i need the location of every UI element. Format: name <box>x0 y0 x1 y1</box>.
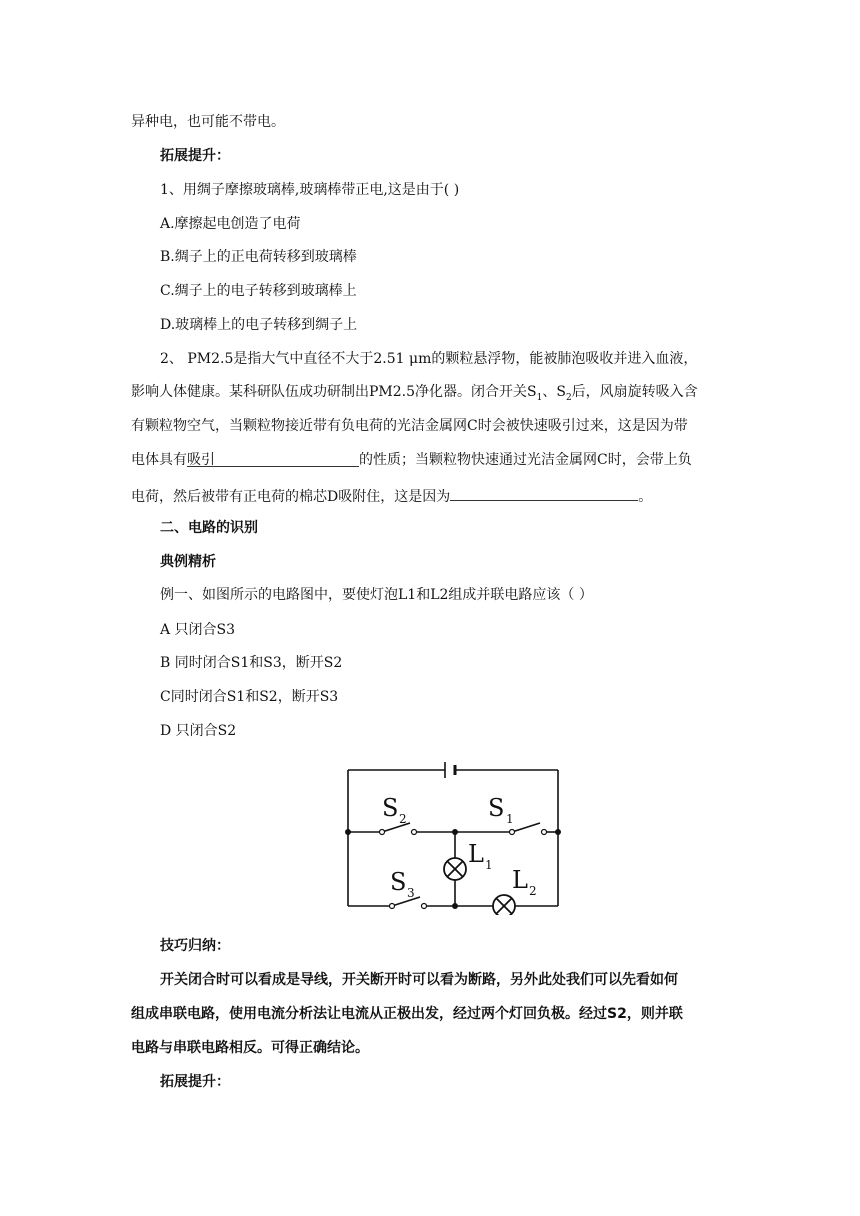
question-1-option-d: D.玻璃棒上的电子转移到绸子上 <box>160 317 358 333</box>
subscript-1: 1 <box>536 392 543 403</box>
skill-line-3: 电路与串联电路相反。可得正确结论。 <box>131 1040 369 1056</box>
lamp-l1 <box>444 858 466 880</box>
example-1-option-c: C同时闭合S1和S2，断开S3 <box>160 689 339 705</box>
q2-text: 电体具有 <box>131 452 187 468</box>
example-heading: 典例精析 <box>160 554 216 570</box>
question-2-line-4 <box>131 450 692 470</box>
question-1-option-c: C.绸子上的电子转移到玻璃棒上 <box>160 283 357 299</box>
answer-blank-2[interactable] <box>450 484 638 501</box>
label-l1-sub: 1 <box>485 858 493 872</box>
heading-extension-1: 拓展提升： <box>160 148 230 164</box>
label-l2-sub: 2 <box>529 884 537 898</box>
q2-text: 、S <box>542 384 566 400</box>
q2-text: 后，风扇旋转吸入含 <box>571 384 698 400</box>
example-1-option-a: A 只闭合S3 <box>160 622 236 638</box>
q2-text: 。 <box>638 489 653 505</box>
answer-blank-1[interactable] <box>187 450 359 467</box>
label-s1-sub: 1 <box>506 812 514 826</box>
paragraph-continuation: 异种电，也可能不带电。 <box>131 114 285 130</box>
label-s3-sub: 3 <box>407 886 415 900</box>
section-2-heading: 二、电路的识别 <box>160 520 258 536</box>
question-1-stem: 1、用绸子摩擦玻璃棒,玻璃棒带正电,这是由于( ) <box>160 182 460 198</box>
label-l1: L <box>468 840 484 868</box>
circuit-diagram <box>340 760 570 915</box>
example-1-option-d: D 只闭合S2 <box>160 723 237 739</box>
heading-extension-2: 拓展提升： <box>160 1074 230 1090</box>
skill-line-1: 开关闭合时可以看成是导线，开关断开时可以看为断路，另外此处我们可以先看如何 <box>160 972 678 988</box>
question-2-line-3: 有颗粒物空气，当颗粒物接近带有负电荷的光洁金属网C时会被快速吸引过来，这是因为带 <box>131 418 688 434</box>
skill-line-2: 组成串联电路，使用电流分析法让电流从正极出发，经过两个灯回负极。经过S2，则并联 <box>131 1006 683 1022</box>
q2-text: 的性质；当颗粒物快速通过光洁金属网C时，会带上负 <box>359 452 692 468</box>
question-2-line-5 <box>131 484 652 507</box>
skill-heading: 技巧归纳： <box>160 938 230 954</box>
lamp-l2 <box>493 895 515 915</box>
label-s2: S <box>382 794 399 822</box>
question-2-line-1: 2、 PM2.5是指大气中直径不大于2.51 μm的颗粒悬浮物，能被肺泡吸收并进入血液， <box>160 351 698 367</box>
example-1-stem: 例一、如图所示的电路图中，要使灯泡L1和L2组成并联电路应该（ ） <box>160 587 593 603</box>
q2-text: 电荷，然后被带有正电荷的棉芯D吸附住，这是因为 <box>131 489 451 505</box>
q2-text: 影响人体健康。某科研队伍成功研制出PM2.5净化器。闭合开关S <box>131 384 537 400</box>
label-s2-sub: 2 <box>399 812 407 826</box>
label-s1: S <box>488 794 505 822</box>
subscript-2: 2 <box>565 392 572 403</box>
question-1-option-b: B.绸子上的正电荷转移到玻璃棒 <box>160 249 357 265</box>
question-2-line-2 <box>131 382 698 408</box>
label-s3: S <box>390 868 407 896</box>
question-1-option-a: A.摩擦起电创造了电荷 <box>160 216 301 232</box>
answer-text: 吸引 <box>187 452 215 468</box>
label-l2: L <box>512 866 528 894</box>
example-1-option-b: B 同时闭合S1和S3，断开S2 <box>160 655 343 671</box>
